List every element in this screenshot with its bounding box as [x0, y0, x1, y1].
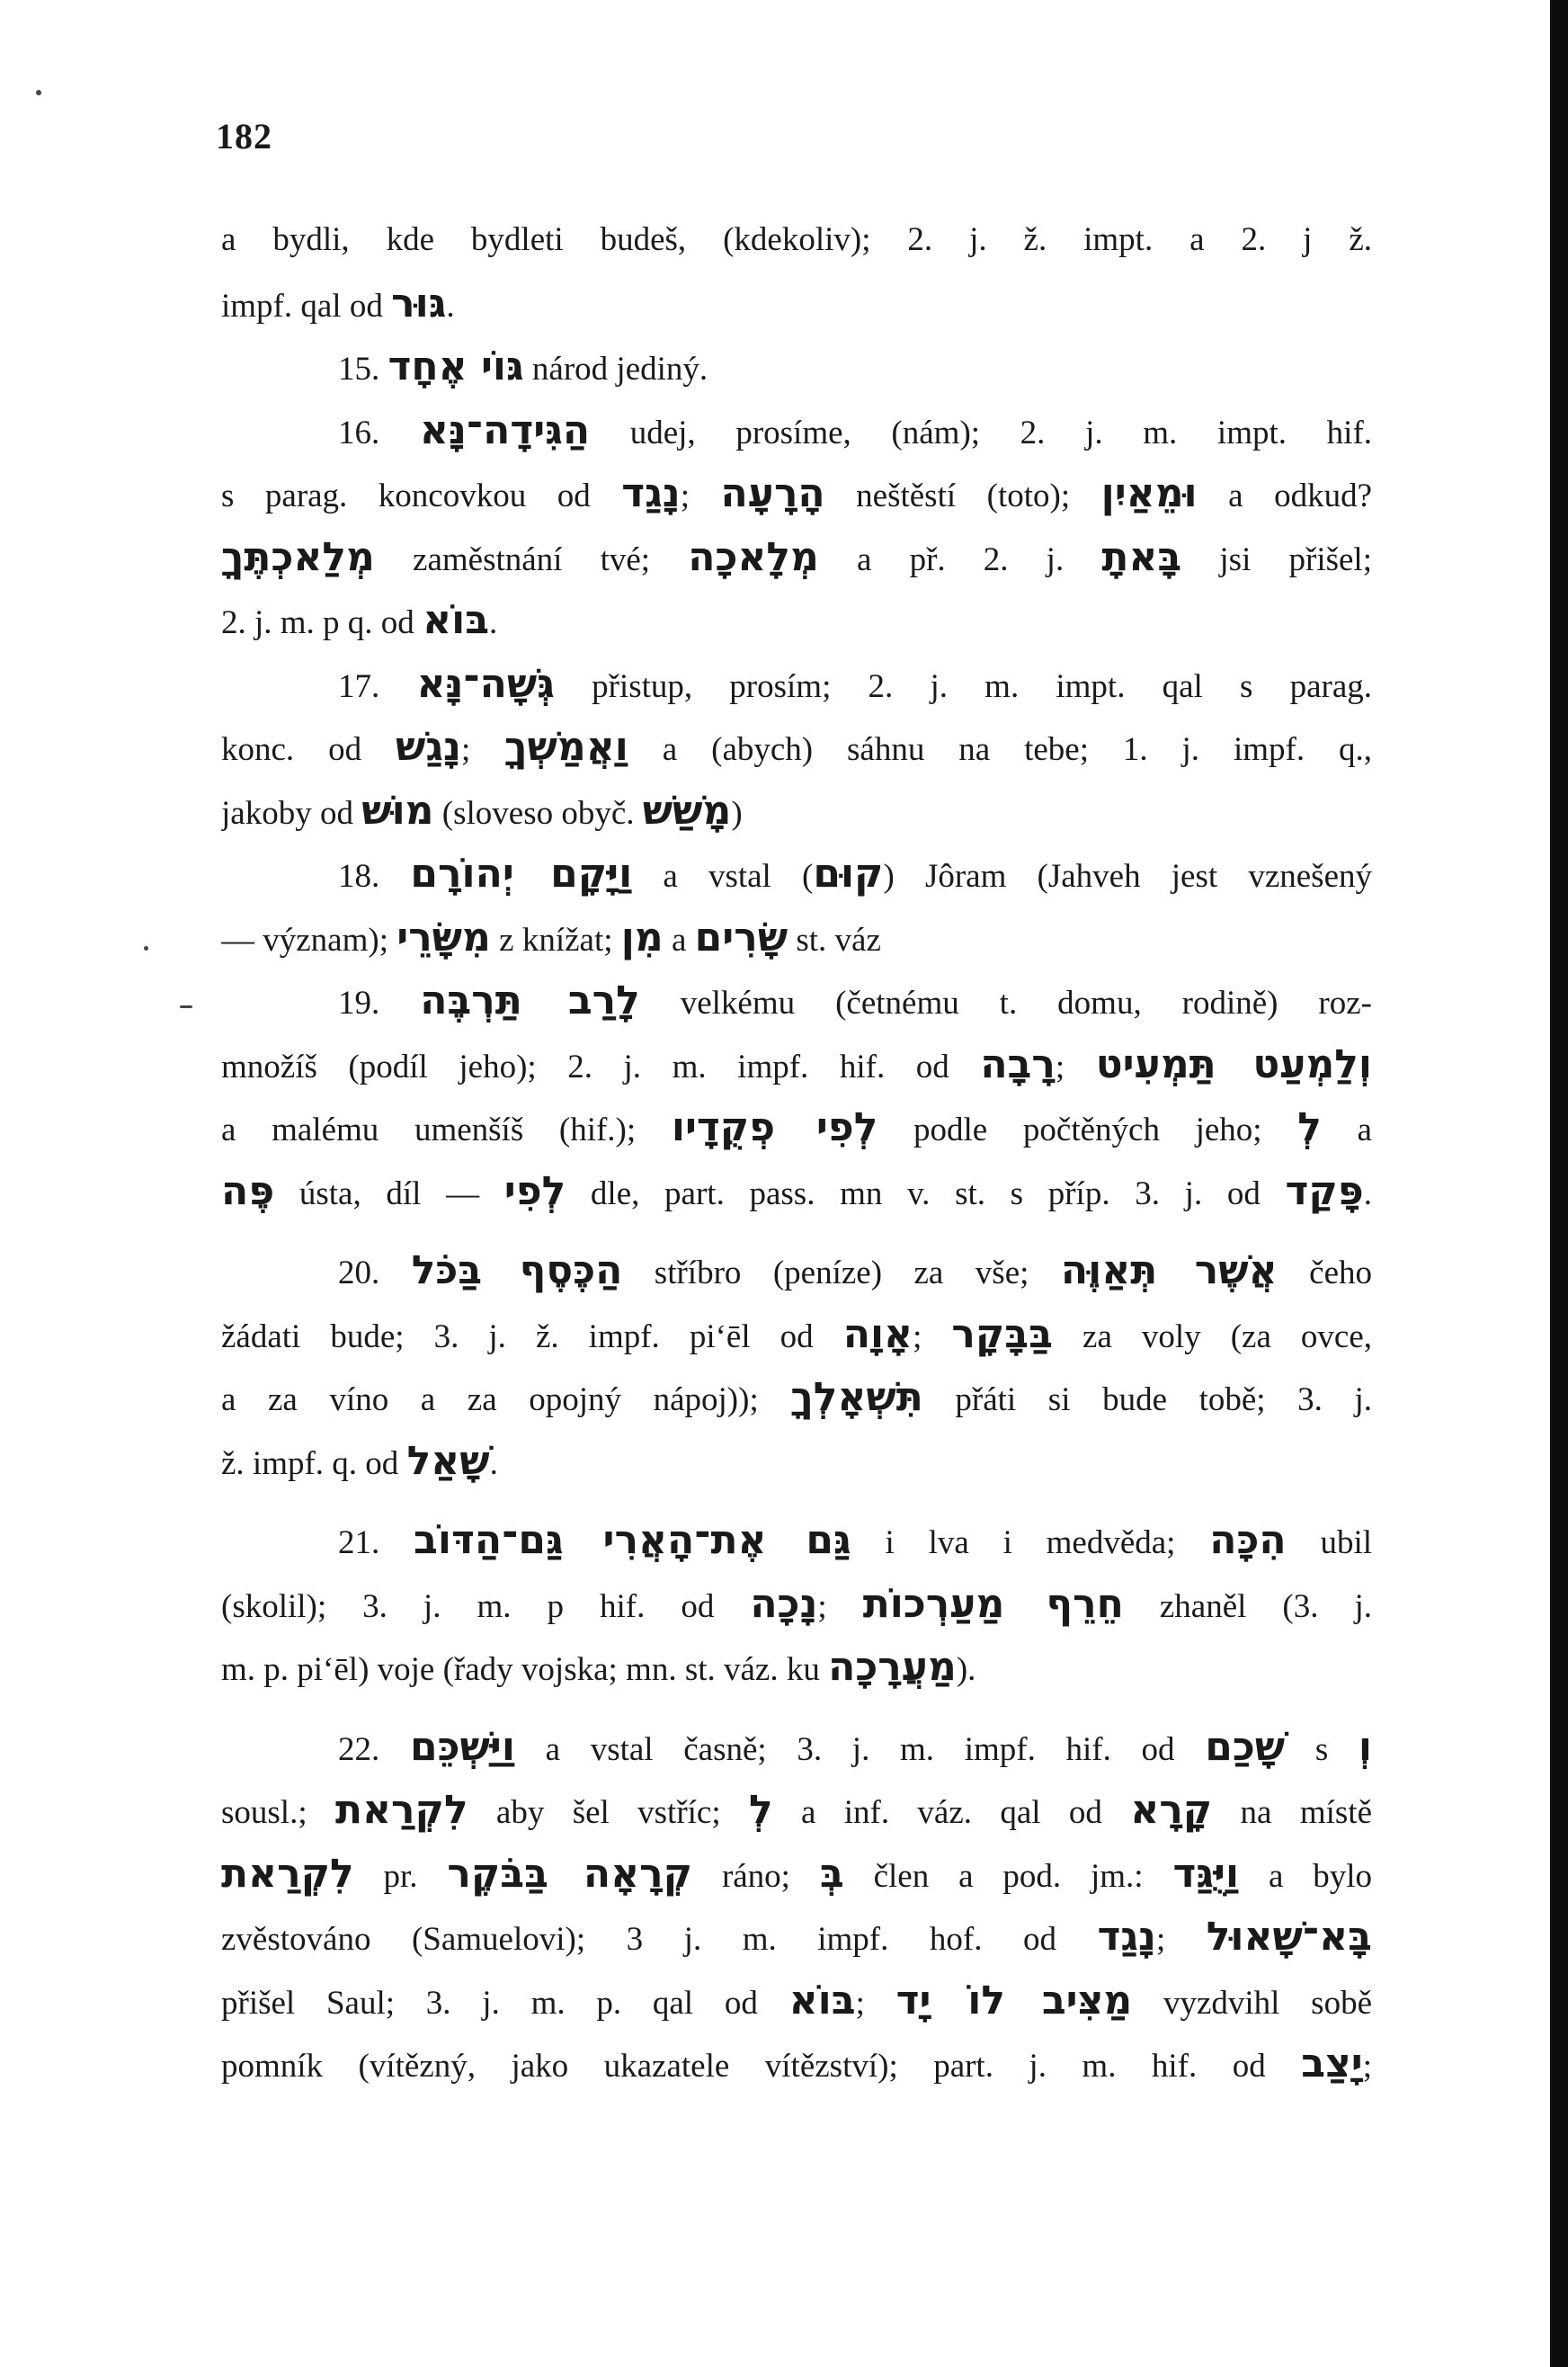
hebrew-word: וַיֻּגַּד — [1172, 1850, 1240, 1897]
text-line: 22. וַיַּשְׁכֵּם a vstal časně; 3. j. m. impf. hif. od שָׁכַם s וְ — [338, 1723, 1372, 1770]
hebrew-word: וַיָּקָם יְהוֹרָם — [410, 851, 633, 897]
hebrew-word: בּוֹא — [788, 1977, 856, 2023]
text-line: 17. גְּשָׁה־נָּא přistup, prosím; 2. j. m. impt. qal s parag. — [338, 660, 1372, 707]
hebrew-word: לְ — [1297, 1104, 1322, 1150]
hebrew-word: פָּקַד — [1285, 1167, 1364, 1214]
hebrew-word: מִן — [620, 914, 664, 960]
text-line: 19. לָרַב תַּרְבֶּה velkému (četnému t. domu, rodině) roz- — [338, 978, 1372, 1023]
text-line: množíš (podíl jeho); 2. j. m. impf. hif. od רָבָה; וְלַמְעַט תַּמְעִיט — [221, 1041, 1372, 1087]
hebrew-word: וְ — [1358, 1723, 1372, 1770]
text-line: — význam); מִשָּׂרֵי z knížat; מִן a שָׂרִים st. váz — [221, 914, 881, 960]
hebrew-word: אֲשֶׁר תְּאַוֶּה — [1060, 1247, 1278, 1293]
text-line: impf. qal od גּוּר. — [221, 280, 455, 326]
text-line: jakoby od מוּשׁ (sloveso obyč. מָשַׁשׁ) — [221, 787, 743, 834]
hebrew-word: גַּם אֶת־הָאֲרִי גַּם־הַדּוֹב — [414, 1517, 851, 1563]
scan-speck — [36, 90, 41, 95]
text-line: sousl.; לִקְרַאת aby šel vstříc; לְ a inf. váz. qal od קָרָא na místě — [221, 1787, 1372, 1833]
hebrew-word: הָרָעָה — [720, 470, 825, 516]
hebrew-word: הִכָּה — [1209, 1517, 1287, 1563]
text-line: 21. גַּם אֶת־הָאֲרִי גַּם־הַדּוֹב i lva i medvěda; הִכָּה ubil — [338, 1517, 1372, 1563]
body-text — [221, 209, 1372, 2096]
hebrew-word: מְלַאכְתֶּךָ — [221, 533, 375, 580]
text-line: פֶּה ústa, díl — לְפִי dle, part. pass. mn v. st. s příp. 3. j. od פָּקַד. — [221, 1167, 1372, 1214]
page-number: 182 — [216, 116, 272, 156]
text-line: zvěstováno (Samuelovi); 3 j. m. impf. hof. od נָגַד; בָּא־שָׁאוּל — [221, 1914, 1372, 1960]
hebrew-word: וַיַּשְׁכֵּם — [409, 1723, 515, 1770]
hebrew-word: בַּבָּקָר — [951, 1310, 1053, 1357]
hebrew-word: הַגִּידָה־נָּא — [419, 406, 591, 453]
hebrew-word: קְרָאָה בַּבֹּקֶר — [447, 1850, 693, 1897]
text-line: 15. גּוֹי אֶחָד národ jediný. — [338, 344, 708, 389]
hebrew-word: גְּשָׁה־נָּא — [416, 660, 555, 707]
hebrew-word: קָרָא — [1130, 1787, 1213, 1833]
scan-speck — [180, 1005, 192, 1008]
text-line: 18. וַיָּקָם יְהוֹרָם a vstal (קוּם) Jôram (Jahveh jest vznešený — [338, 851, 1372, 897]
text-line: a za víno a za opojný nápoj)); תִּשְׁאָלְךָ přáti si bude tobě; 3. j. — [221, 1374, 1372, 1420]
text-line: 20. הַכֶּסֶף בַּכֹּל stříbro (peníze) za vše; אֲשֶׁר תְּאַוֶּה čeho — [338, 1247, 1372, 1293]
text-line: přišel Saul; 3. j. m. p. qal od בּוֹא; מַצִּיב לוֹ יָד vyzdvihl sobě — [221, 1977, 1372, 2023]
text-line: a malému umenšíš (hif.); לְפִי פְקֻדָיו podle počtěných jeho; לְ a — [221, 1104, 1372, 1150]
text-line: מְלַאכְתֶּךָ zaměstnání tvé; מְלָאכָה a př. 2. j. בָּאתָ jsi přišel; — [221, 533, 1372, 580]
text-line: 2. j. m. p q. od בּוֹא. — [221, 597, 498, 643]
text-line: (skolil); 3. j. m. p hif. od נָכָה; חֵרֵף מַעַרְכוֹת zhaněl (3. j. — [221, 1580, 1372, 1627]
text-line: לִקְרַאת pr. קְרָאָה בַּבֹּקֶר ráno; בְּ člen a pod. jm.: וַיֻּגַּד a bylo — [221, 1850, 1372, 1897]
hebrew-word: נָגַד — [1097, 1914, 1156, 1960]
hebrew-word: שָׂרִים — [694, 914, 788, 960]
hebrew-word: גּוֹי אֶחָד — [388, 344, 524, 389]
hebrew-word: לְ — [748, 1787, 773, 1833]
text-line: s parag. koncovkou od נָגַד; הָרָעָה neštěstí (toto); וּמֵאַיִן a odkud? — [221, 470, 1372, 516]
hebrew-word: וְלַמְעַט תַּמְעִיט — [1095, 1041, 1372, 1087]
hebrew-word: נָגַשׁ — [395, 724, 461, 770]
hebrew-word: יָצַב — [1301, 2041, 1363, 2086]
hebrew-word: קוּם — [813, 851, 884, 897]
scan-edge-bar — [1550, 0, 1568, 2367]
text-line: pomník (vítězný, jako ukazatele vítězství); part. j. m. hif. od יָצַב; — [221, 2041, 1372, 2086]
hebrew-word: מִשָּׂרֵי — [396, 914, 491, 960]
hebrew-word: מְלָאכָה — [688, 533, 819, 580]
hebrew-word: לְפִי פְקֻדָיו — [671, 1104, 878, 1150]
hebrew-word: מַצִּיב לוֹ יָד — [895, 1977, 1133, 2023]
hebrew-word: בָּא־שָׁאוּל — [1206, 1914, 1372, 1960]
hebrew-word: שָׁכַם — [1205, 1723, 1286, 1770]
hebrew-word: נָגַד — [621, 470, 681, 516]
hebrew-word: מַעֲרָכָה — [828, 1644, 957, 1690]
hebrew-word: מוּשׁ — [361, 787, 434, 834]
hebrew-word: פֶּה — [221, 1167, 275, 1214]
hebrew-word: לְפִי — [503, 1167, 566, 1214]
text-line: a bydli, kde bydleti budeš, (kdekoliv); 2. j. ž. impt. a 2. j ž. — [221, 221, 1372, 258]
text-line: 16. הַגִּידָה־נָּא udej, prosíme, (nám); 2. j. m. impt. hif. — [338, 406, 1372, 453]
hebrew-word: בָּאתָ — [1101, 533, 1182, 580]
text-line: ž. impf. q. od שָׁאַל. — [221, 1437, 498, 1484]
hebrew-word: לָרַב תַּרְבֶּה — [420, 978, 640, 1023]
text-line: konc. od נָגַשׁ; וַאֲמַשְׁךָ a (abych) sáhnu na tebe; 1. j. impf. q., — [221, 724, 1372, 770]
hebrew-word: חֵרֵף מַעַרְכוֹת — [862, 1580, 1124, 1627]
hebrew-word: לִקְרַאת — [334, 1787, 468, 1833]
hebrew-word: גּוּר — [391, 280, 447, 326]
hebrew-word: בּוֹא — [423, 597, 490, 643]
hebrew-word: אָוָה — [842, 1310, 913, 1357]
text-line: m. p. pi‘ēl) voje (řady vojska; mn. st. váz. ku מַעֲרָכָה). — [221, 1644, 976, 1690]
hebrew-word: מָשַׁשׁ — [642, 787, 732, 834]
hebrew-word: הַכֶּסֶף בַּכֹּל — [411, 1247, 623, 1293]
hebrew-word: תִּשְׁאָלְךָ — [790, 1374, 923, 1420]
hebrew-word: לִקְרַאת — [221, 1850, 354, 1897]
hebrew-word: שָׁאַל — [406, 1437, 490, 1484]
text-line: žádati bude; 3. j. ž. impf. pi‘ēl od אָוָה; בַּבָּקָר za voly (za ovce, — [221, 1310, 1372, 1357]
hebrew-word: וּמֵאַיִן — [1100, 470, 1198, 516]
scan-speck — [144, 946, 148, 951]
hebrew-word: רָבָה — [980, 1041, 1056, 1087]
hebrew-word: וַאֲמַשְׁךָ — [504, 724, 628, 770]
hebrew-word: נָכָה — [750, 1580, 818, 1627]
hebrew-word: בְּ — [819, 1850, 844, 1897]
